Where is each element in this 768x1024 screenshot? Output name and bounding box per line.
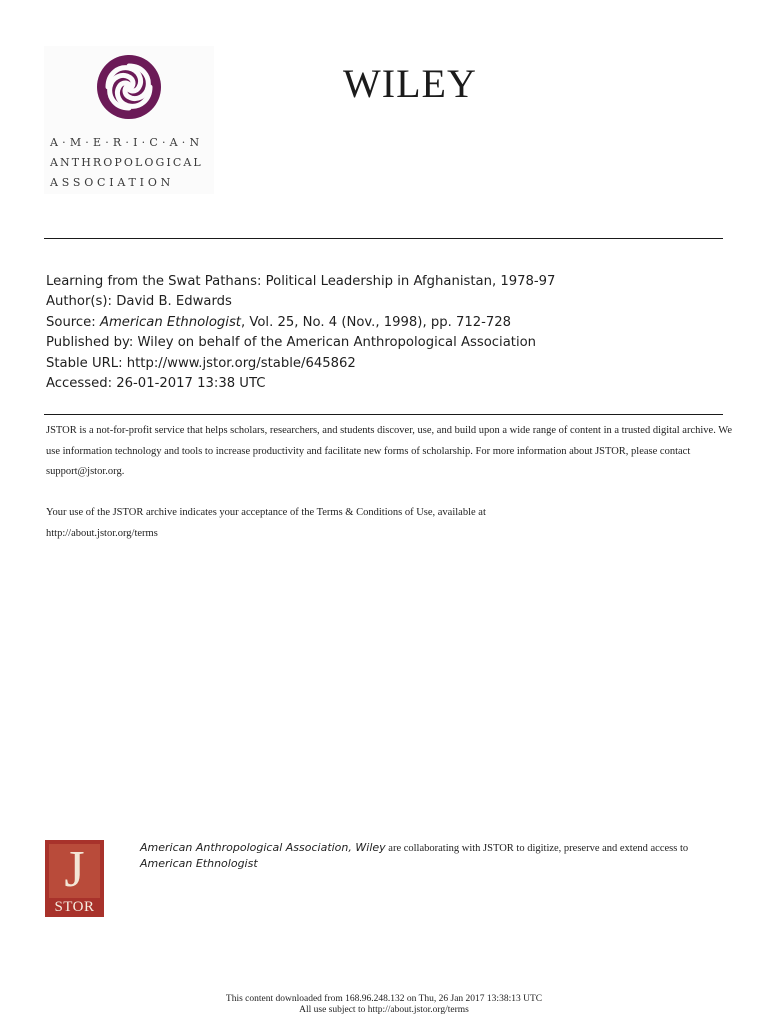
article-title: Learning from the Swat Pathans: Political Leadership in Afghanistan, 1978-97	[46, 274, 556, 289]
jstor-logo-letter: J	[64, 841, 85, 898]
jstor-logo	[45, 840, 104, 917]
wiley-logo: WILEY	[343, 61, 477, 106]
authors-value: David B. Edwards	[116, 294, 232, 310]
source-line	[46, 313, 736, 333]
footer-download-line: This content downloaded from 168.96.248.132 on Thu, 26 Jan 2017 13:38:13 UTC	[225, 994, 543, 1004]
citation-block	[46, 272, 736, 394]
aaa-logo	[44, 46, 214, 194]
jstor-notice-paragraph: JSTOR is a not-for-profit service that helps scholars, researchers, and students discover, use, and build upon a wide range of content in a trusted digital archive. We use information technology and tools to increase productivity and facilitate new forms of scholarship. For more information about JSTOR, please contact support@jstor.org.	[46, 425, 732, 477]
terms-notice-text: Your use of the JSTOR archive indicates your acceptance of the Terms & Conditions of Use, available at	[46, 507, 486, 518]
accessed-line: Accessed: 26-01-2017 13:38 UTC	[46, 375, 266, 391]
aaa-logo-line-anthropological: ANTHROPOLOGICAL	[50, 156, 203, 169]
collaboration-journal: American Ethnologist	[140, 857, 258, 870]
aaa-spiral-icon	[96, 54, 162, 120]
stable-url-line	[46, 354, 736, 374]
authors-label: Author(s):	[46, 294, 117, 310]
terms-notice-paragraph	[46, 503, 736, 544]
stable-url-label: Stable URL:	[46, 355, 127, 371]
terms-link[interactable]: http://about.jstor.org/terms	[46, 527, 158, 539]
divider-middle	[44, 414, 723, 415]
collaboration-publishers: American Anthropological Association, Wiley	[140, 841, 386, 854]
source-journal: American Ethnologist	[99, 314, 241, 330]
stable-url-link[interactable]: http://www.jstor.org/stable/645862	[126, 355, 356, 371]
source-details: , Vol. 25, No. 4 (Nov., 1998), pp. 712-728	[240, 314, 512, 330]
download-footer	[0, 994, 768, 1016]
jstor-logo-word: STOR	[54, 899, 95, 915]
aaa-logo-line-american: A·M·E·R·I·C·A·N	[50, 136, 204, 149]
aaa-logo-line-association: ASSOCIATION	[50, 176, 175, 189]
source-label: Source:	[46, 314, 100, 330]
divider-top	[44, 238, 723, 239]
collaboration-text: are collaborating with JSTOR to digitize, preserve and extend access to	[385, 843, 689, 854]
authors-line	[46, 292, 736, 312]
footer-terms-line: All use subject to http://about.jstor.org/terms	[299, 1005, 469, 1015]
collaboration-statement	[140, 840, 730, 872]
published-by-line: Published by: Wiley on behalf of the American Anthropological Association	[46, 335, 537, 351]
